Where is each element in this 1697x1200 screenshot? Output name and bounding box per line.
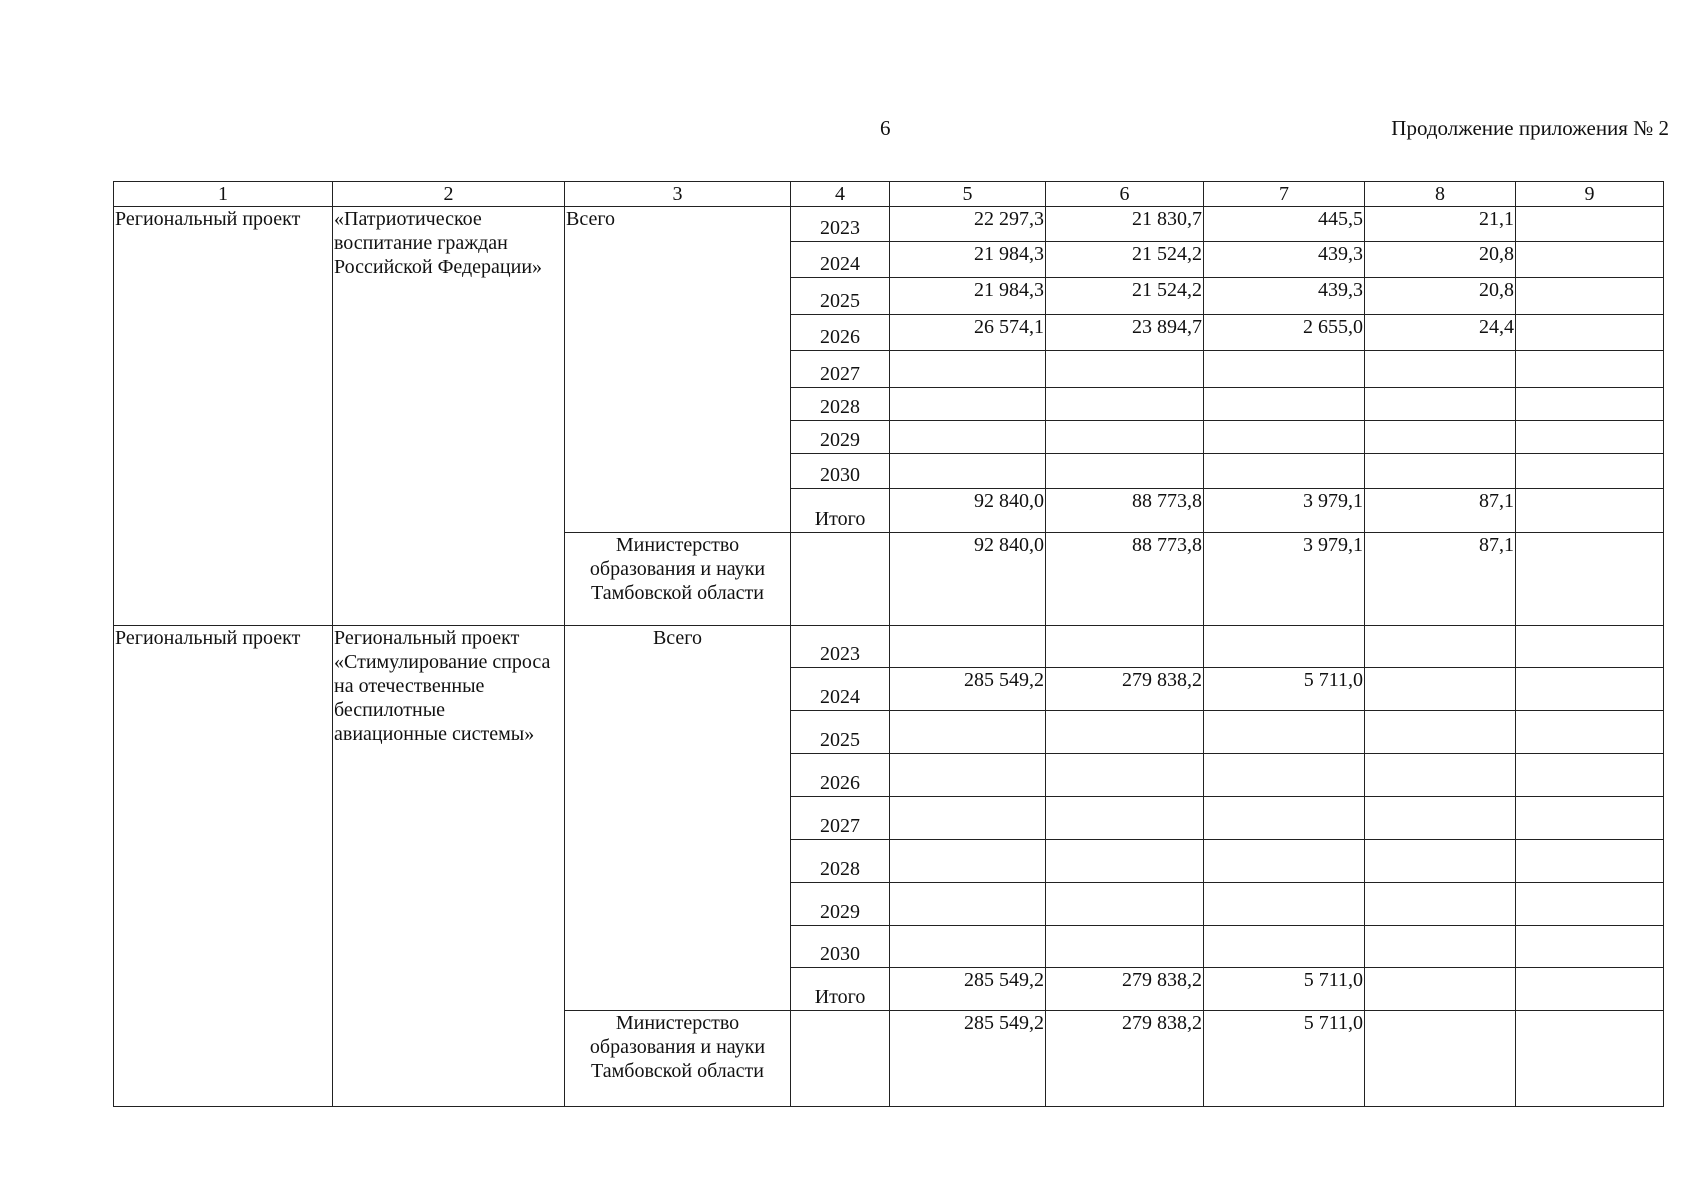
value-cell <box>1365 926 1516 968</box>
value-cell <box>890 797 1046 840</box>
value-cell <box>1365 840 1516 883</box>
column-number: 9 <box>1516 182 1664 207</box>
value-cell <box>1516 1011 1664 1107</box>
value-cell: 5 711,0 <box>1204 668 1365 711</box>
value-cell <box>890 754 1046 797</box>
value-cell: 21 830,7 <box>1046 207 1204 242</box>
value-cell: 26 574,1 <box>890 315 1046 351</box>
year-cell: 2029 <box>791 421 890 454</box>
value-cell: 5 711,0 <box>1204 968 1365 1011</box>
total-year-cell: Итого <box>791 489 890 533</box>
value-cell: 87,1 <box>1365 489 1516 533</box>
table-row <box>114 626 1664 668</box>
budget-table <box>113 181 1664 1107</box>
value-cell <box>1516 489 1664 533</box>
year-cell: 2025 <box>791 278 890 315</box>
value-cell: 5 711,0 <box>1204 1011 1365 1107</box>
value-cell <box>1516 668 1664 711</box>
value-cell: 285 549,2 <box>890 1011 1046 1107</box>
column-number: 1 <box>114 182 333 207</box>
value-cell <box>1365 454 1516 489</box>
year-cell: 2027 <box>791 797 890 840</box>
table-row <box>114 207 1664 242</box>
value-cell <box>1204 797 1365 840</box>
value-cell <box>1204 454 1365 489</box>
value-cell <box>1365 797 1516 840</box>
value-cell: 21 524,2 <box>1046 242 1204 278</box>
column-number: 8 <box>1365 182 1516 207</box>
value-cell <box>1204 840 1365 883</box>
value-cell <box>1204 754 1365 797</box>
value-cell <box>1365 711 1516 754</box>
value-cell <box>1204 711 1365 754</box>
value-cell <box>1046 711 1204 754</box>
year-cell: 2025 <box>791 711 890 754</box>
value-cell: 88 773,8 <box>1046 489 1204 533</box>
column-number: 5 <box>890 182 1046 207</box>
year-cell: 2024 <box>791 668 890 711</box>
year-cell: 2028 <box>791 840 890 883</box>
ministry-cell: Министерство образования и науки Тамбовской области <box>565 1011 791 1107</box>
value-cell <box>890 421 1046 454</box>
value-cell <box>1046 388 1204 421</box>
value-cell <box>1516 315 1664 351</box>
value-cell: 92 840,0 <box>890 533 1046 626</box>
value-cell <box>1516 797 1664 840</box>
value-cell <box>1365 351 1516 388</box>
value-cell <box>1516 351 1664 388</box>
value-cell <box>1046 454 1204 489</box>
value-cell <box>890 840 1046 883</box>
value-cell <box>1516 533 1664 626</box>
value-cell: 92 840,0 <box>890 489 1046 533</box>
column-number: 4 <box>791 182 890 207</box>
total-year-cell: Итого <box>791 968 890 1011</box>
ministry-year-cell <box>791 1011 890 1107</box>
year-cell: 2026 <box>791 315 890 351</box>
value-cell <box>1046 926 1204 968</box>
value-cell: 21 524,2 <box>1046 278 1204 315</box>
value-cell <box>890 883 1046 926</box>
page-number: 6 <box>880 116 891 140</box>
project-name-cell: «Патриотическое воспитание граждан Российской Федерации» <box>333 207 565 626</box>
value-cell <box>1516 926 1664 968</box>
value-cell <box>890 926 1046 968</box>
value-cell: 445,5 <box>1204 207 1365 242</box>
value-cell: 439,3 <box>1204 242 1365 278</box>
value-cell <box>1046 421 1204 454</box>
total-label-cell: Всего <box>565 207 791 533</box>
project-name-cell: Региональный проект «Стимулирование спроса на отечественные беспилотные авиационные системы» <box>333 626 565 1107</box>
value-cell <box>1516 454 1664 489</box>
value-cell <box>1365 668 1516 711</box>
value-cell: 22 297,3 <box>890 207 1046 242</box>
value-cell <box>890 351 1046 388</box>
value-cell <box>890 388 1046 421</box>
ministry-cell: Министерство образования и науки Тамбовской области <box>565 533 791 626</box>
value-cell <box>1516 242 1664 278</box>
value-cell <box>1046 797 1204 840</box>
value-cell: 279 838,2 <box>1046 968 1204 1011</box>
year-cell: 2023 <box>791 626 890 668</box>
value-cell <box>1365 421 1516 454</box>
year-cell: 2029 <box>791 883 890 926</box>
value-cell: 439,3 <box>1204 278 1365 315</box>
column-number: 2 <box>333 182 565 207</box>
column-number: 3 <box>565 182 791 207</box>
value-cell: 3 979,1 <box>1204 489 1365 533</box>
year-cell: 2030 <box>791 926 890 968</box>
value-cell <box>1046 840 1204 883</box>
value-cell <box>1365 388 1516 421</box>
value-cell <box>1516 968 1664 1011</box>
column-number: 6 <box>1046 182 1204 207</box>
value-cell <box>1204 388 1365 421</box>
column-number: 7 <box>1204 182 1365 207</box>
value-cell <box>1516 754 1664 797</box>
year-cell: 2028 <box>791 388 890 421</box>
project-type-cell: Региональный проект <box>114 626 333 1107</box>
value-cell: 87,1 <box>1365 533 1516 626</box>
project-type-cell: Региональный проект <box>114 207 333 626</box>
column-number-row <box>114 182 1664 207</box>
value-cell <box>1516 207 1664 242</box>
year-cell: 2026 <box>791 754 890 797</box>
value-cell <box>1046 754 1204 797</box>
value-cell <box>1516 278 1664 315</box>
value-cell: 23 894,7 <box>1046 315 1204 351</box>
value-cell <box>1204 626 1365 668</box>
value-cell <box>1516 388 1664 421</box>
value-cell: 285 549,2 <box>890 968 1046 1011</box>
value-cell: 20,8 <box>1365 242 1516 278</box>
total-label-cell: Всего <box>565 626 791 1011</box>
year-cell: 2030 <box>791 454 890 489</box>
value-cell <box>1516 883 1664 926</box>
value-cell: 285 549,2 <box>890 668 1046 711</box>
value-cell <box>1204 351 1365 388</box>
value-cell: 21 984,3 <box>890 242 1046 278</box>
value-cell <box>1365 883 1516 926</box>
value-cell <box>1046 351 1204 388</box>
value-cell <box>1365 1011 1516 1107</box>
year-cell: 2023 <box>791 207 890 242</box>
value-cell: 24,4 <box>1365 315 1516 351</box>
value-cell <box>890 626 1046 668</box>
value-cell: 20,8 <box>1365 278 1516 315</box>
value-cell: 279 838,2 <box>1046 1011 1204 1107</box>
value-cell <box>1516 840 1664 883</box>
value-cell <box>1365 968 1516 1011</box>
value-cell <box>1204 926 1365 968</box>
year-cell: 2027 <box>791 351 890 388</box>
value-cell <box>890 711 1046 754</box>
value-cell <box>1204 421 1365 454</box>
value-cell <box>1204 883 1365 926</box>
appendix-continuation-note: Продолжение приложения № 2 <box>1391 116 1669 140</box>
value-cell <box>890 454 1046 489</box>
value-cell <box>1516 421 1664 454</box>
value-cell <box>1046 626 1204 668</box>
value-cell: 2 655,0 <box>1204 315 1365 351</box>
value-cell <box>1365 754 1516 797</box>
value-cell <box>1046 883 1204 926</box>
value-cell: 21 984,3 <box>890 278 1046 315</box>
value-cell: 3 979,1 <box>1204 533 1365 626</box>
ministry-year-cell <box>791 533 890 626</box>
value-cell <box>1365 626 1516 668</box>
year-cell: 2024 <box>791 242 890 278</box>
value-cell <box>1516 711 1664 754</box>
value-cell: 21,1 <box>1365 207 1516 242</box>
value-cell: 279 838,2 <box>1046 668 1204 711</box>
value-cell <box>1516 626 1664 668</box>
value-cell: 88 773,8 <box>1046 533 1204 626</box>
